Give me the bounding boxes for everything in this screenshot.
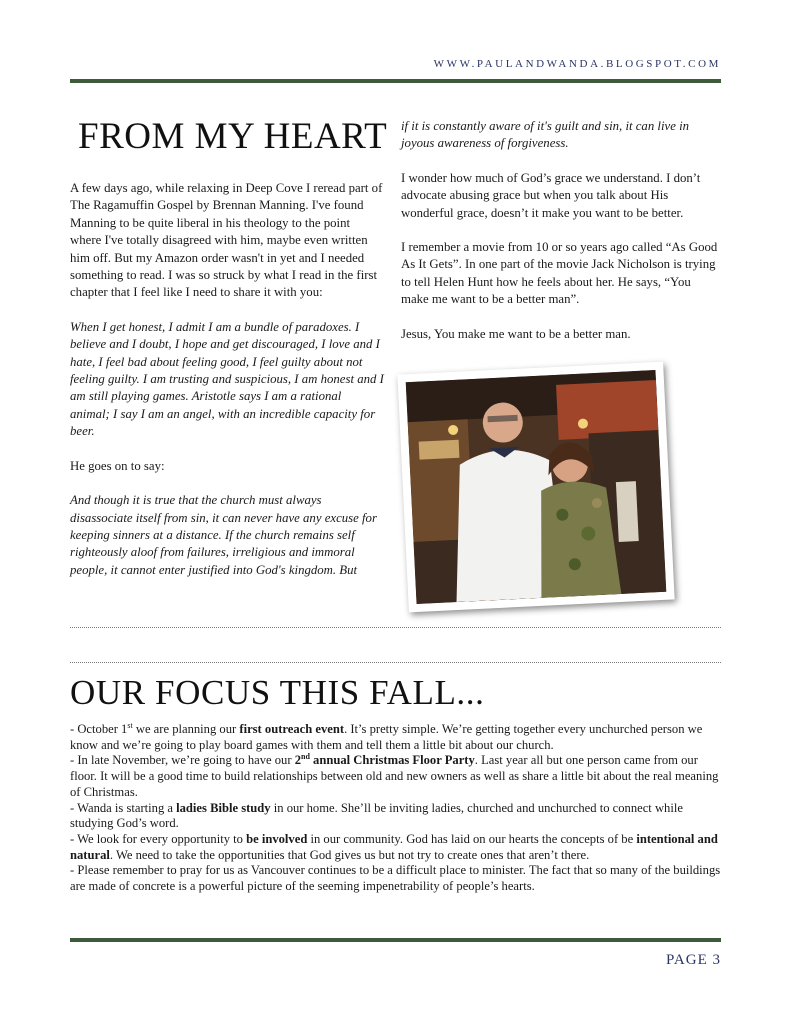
focus-item-superscript: st	[127, 720, 133, 730]
focus-item-highlight: be involved	[246, 831, 308, 846]
section-title-from-my-heart: FROM MY HEART	[78, 116, 388, 157]
couple-photo-image	[406, 370, 667, 604]
focus-item-text: - Please remember to pray for us as Vancouver continues to be a difficult place to minister. The fact that so many of the buildings are made of concrete is a powerful picture of the seeming impenetrability of people’s hearts.	[70, 863, 721, 894]
page-number: PAGE 3	[665, 952, 721, 968]
manning-quote-2: And though it is true that the church must always disassociate itself from sin, it can never have any excuse for keeping sinners at a distance. If the church remains self righteously aloof from failures, irreligious and immoral people, it cannot enter justified into God's kingdom. But	[70, 493, 377, 577]
focus-item-highlight: annual Christmas Floor Party	[309, 753, 475, 768]
focus-item-text: - October 1	[70, 722, 128, 736]
section-divider-top	[70, 627, 721, 628]
focus-item-text: in our home. She’ll be inviting ladies, churched and unchurched to connect while studying God’s word.	[70, 800, 683, 831]
section-title-our-focus: OUR FOCUS THIS FALL...	[70, 673, 485, 712]
focus-list	[70, 722, 721, 895]
focus-item-text: - In late November, we’re going to have our	[70, 753, 295, 768]
goes-on-paragraph: He goes on to say:	[70, 458, 165, 473]
footer-rule	[70, 938, 721, 942]
focus-item-text: we are planning our	[132, 722, 240, 736]
focus-item-christmas-party	[70, 753, 721, 800]
right-column	[401, 118, 721, 360]
focus-item-text: in our community. God has laid on our hearts the concepts of be	[307, 831, 637, 846]
better-man-paragraph: Jesus, You make me want to be a better man.	[401, 326, 631, 341]
focus-item-highlight: 2	[294, 753, 301, 768]
header-rule	[70, 79, 721, 83]
movie-paragraph: I remember a movie from 10 or so years ago called “As Good As It Gets”. In one part of the movie Jack Nicholson is trying to tell Helen Hunt how he feels about her. He says, “You make me want to be a better man”.	[401, 240, 718, 307]
focus-item-text: . We need to take the opportunities that God gives us but not try to create ones that aren’t there.	[109, 847, 590, 862]
focus-item-text: . Last year all but one person came from our floor. It will be a good time to build relationships between old and new owners as well as share a little bit about the real meaning of Christmas.	[70, 753, 719, 799]
section-divider-bottom	[70, 662, 721, 663]
focus-item-prayer	[70, 863, 721, 894]
focus-item-bible-study	[70, 801, 721, 832]
focus-item-text: . It’s pretty simple. We’re getting together every unchurched person we know and we’re going to play board games with them and tell them a little bit about our church.	[70, 722, 703, 752]
focus-item-outreach	[70, 722, 721, 753]
focus-item-highlight: ladies Bible study	[176, 800, 271, 815]
focus-item-superscript: nd	[301, 752, 310, 762]
couple-photo-frame	[397, 362, 674, 613]
focus-item-highlight: first outreach event	[239, 722, 345, 736]
focus-item-text: - Wanda is starting a	[70, 800, 177, 815]
focus-item-highlight: intentional and natural	[70, 831, 718, 862]
left-column	[70, 180, 384, 596]
manning-quote-2-continued: if it is constantly aware of it's guilt and sin, it can live in joyous awareness of forgiveness.	[401, 119, 690, 151]
focus-item-involved	[70, 832, 721, 863]
focus-item-text: - We look for every opportunity to	[70, 831, 247, 846]
couple-photo	[406, 370, 667, 604]
site-url: WWW.PAULANDWANDA.BLOGSPOT.COM	[433, 58, 721, 70]
manning-quote-1: When I get honest, I admit I am a bundle of paradoxes. I believe and I doubt, I hope and get discouraged, I love and I hate, I feel bad about feeling good, I feel guilty about not feeling guilty. I am trusting and suspicious, I am honest and I am still playing games. Aristotle says I am a rational animal; I say I am an angel, with an incredible capacity for beer.	[70, 319, 384, 439]
intro-paragraph: A few days ago, while relaxing in Deep Cove I reread part of The Ragamuffin Gospel by Brennan Manning. I've found Manning to be quite liberal in his theology to the point where I've totally disagreed with him, maybe even written him off. But my Amazon order wasn't in yet and I needed something to read. I was so struck by what I read in the first chapter that I feel like I need to share it with you:	[70, 181, 383, 300]
grace-paragraph: I wonder how much of God’s grace we understand. I don’t advocate abusing grace but when you talk about His wonderful grace, doesn’t it make you want to be better.	[401, 170, 701, 220]
